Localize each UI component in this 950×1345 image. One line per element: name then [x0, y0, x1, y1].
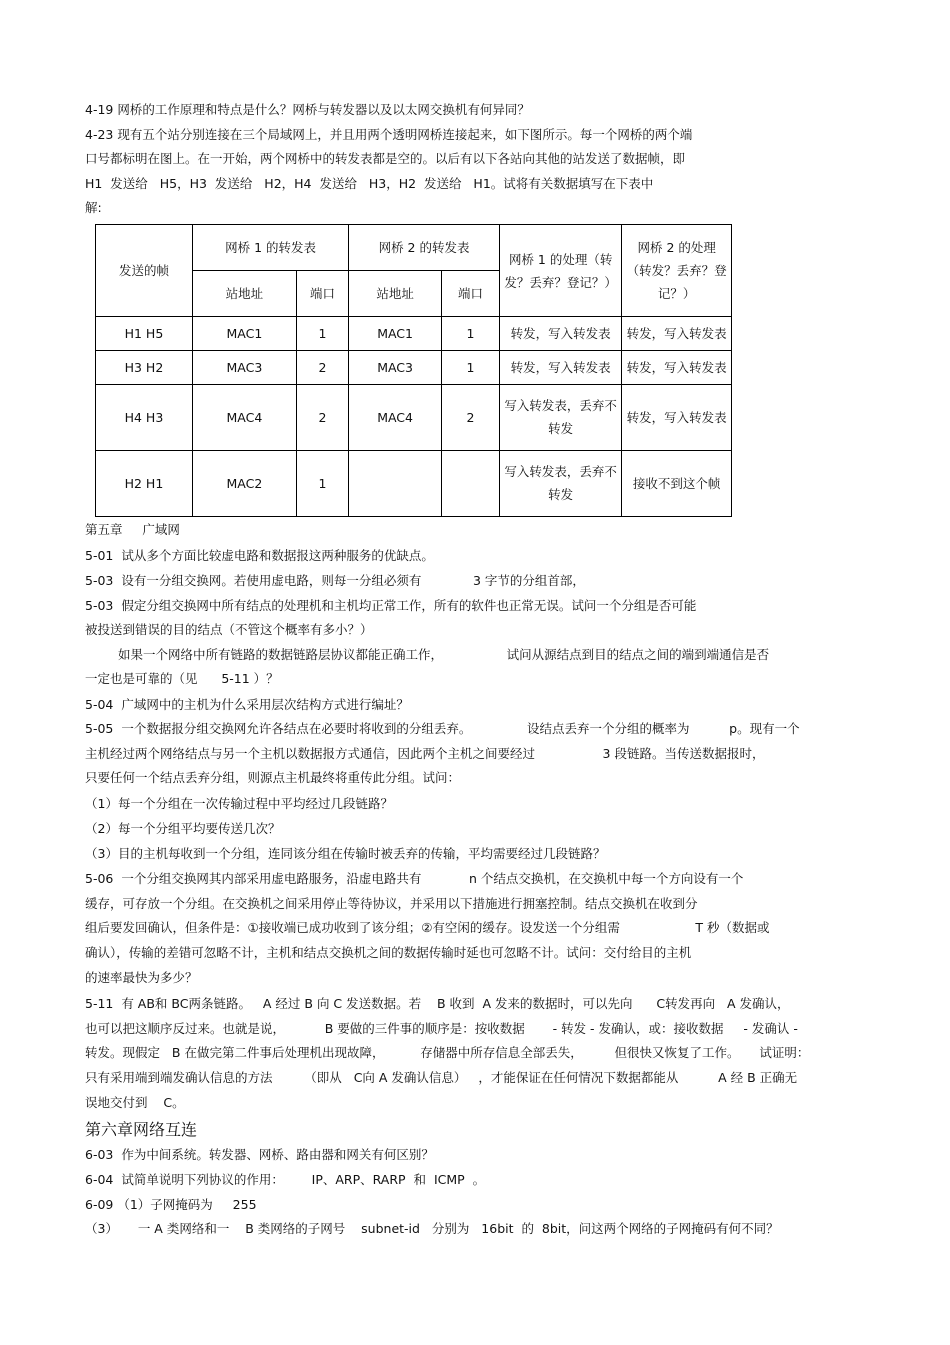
- ch5-line: 被投送到错误的目的结点（不管这个概率有多小？）: [85, 622, 373, 637]
- cell-proc1: 转发，写入转发表: [499, 317, 621, 351]
- ch5-line: 主机经过两个网络结点与另一个主机以数据报方式通信，因此两个主机之间要经过 3 段链路。当传送数据报时，: [85, 746, 765, 761]
- ch5-line: 也可以把这顺序反过来。也就是说， B 要做的三件事的顺序是：按收数据 - 转发 - 发确认，或：接收数据 - 发确认 -: [85, 1021, 798, 1036]
- intro-line: 口号都标明在图上。在一开始，两个网桥中的转发表都是空的。以后有以下各站向其他的站发送了数据帧，即: [85, 151, 686, 166]
- cell-addr2: MAC4: [349, 384, 442, 450]
- ch5-line: 只要任何一个结点丢弃分组，则源点主机最终将重传此分组。试问：: [85, 770, 461, 785]
- cell-proc1: 写入转发表，丢弃不转发: [499, 384, 621, 450]
- ch5-line: （1）每一个分组在一次传输过程中平均经过几段链路？: [85, 796, 393, 811]
- header-port1: 端口: [296, 271, 348, 317]
- ch5-line: 误地交付到 C。: [85, 1095, 185, 1110]
- ch5-line: 的速率最快为多少？: [85, 970, 198, 985]
- header-addr2: 站地址: [349, 271, 442, 317]
- ch5-line: 5-06 一个分组交换网其内部采用虚电路服务，沿虚电路共有 n 个结点交换机，在交换机中每一个方向设有一个: [85, 871, 744, 886]
- ch5-line: 5-05 一个数据报分组交换网允许各结点在必要时将收到的分组丢弃。 设结点丢弃一个分组的概率为 p。现有一个: [85, 721, 800, 736]
- cell-port1: 2: [296, 384, 348, 450]
- table-row: [96, 450, 732, 516]
- ch6-line: 6-04 试简单说明下列协议的作用： IP、ARP、RARP 和 ICMP 。: [85, 1172, 486, 1187]
- table-row: [96, 317, 732, 351]
- cell-addr1: MAC1: [192, 317, 296, 351]
- intro-line: H1 发送给 H5，H3 发送给 H2，H4 发送给 H3，H2 发送给 H1。试将有关数据填写在下表中: [85, 176, 654, 191]
- intro-line: 解:: [85, 200, 102, 215]
- cell-proc2: 转发，写入转发表: [622, 384, 732, 450]
- cell-port1: 1: [296, 317, 348, 351]
- cell-proc1: 写入转发表，丢弃不转发: [499, 450, 621, 516]
- cell-addr2: [349, 450, 442, 516]
- ch5-line: 5-03 假定分组交换网中所有结点的处理机和主机均正常工作，所有的软件也正常无误。试问一个分组是否可能: [85, 598, 697, 613]
- ch5-line: 确认），传输的差错可忽略不计，主机和结点交换机之间的数据传输时延也可忽略不计。试问：交付给目的主机: [85, 945, 692, 960]
- header-bridge1: 网桥 1 的转发表: [192, 225, 348, 271]
- intro-line: 4-19 网桥的工作原理和特点是什么？网桥与转发器以及以太网交换机有何异同？: [85, 102, 530, 117]
- header-proc1: 网桥 1 的处理（转发？丢弃？登记？）: [499, 225, 621, 317]
- table-row: [96, 384, 732, 450]
- header-bridge2: 网桥 2 的转发表: [349, 225, 500, 271]
- header-addr1: 站地址: [192, 271, 296, 317]
- ch5-line: 一定也是可靠的（见 5-11 ）？: [85, 671, 279, 686]
- cell-addr1: MAC3: [192, 350, 296, 384]
- ch6-line: （3） 一 A 类网络和一 B 类网络的子网号 subnet-id 分别为 16bit 的 8bit，问这两个网络的子网掩码有何不同？: [85, 1221, 779, 1236]
- header-port2: 端口: [442, 271, 500, 317]
- ch5-line: （2）每一个分组平均要传送几次？: [85, 821, 281, 836]
- cell-proc2: 接收不到这个帧: [622, 450, 732, 516]
- ch5-line: 组后要发回确认，但条件是：①接收端已成功收到了该分组；②有空闲的缓存。设发送一个分组需 T 秒（数据或: [85, 920, 770, 935]
- ch5-line: 如果一个网络中所有链路的数据链路层协议都能正确工作， 试问从源结点到目的结点之间的端到端通信是否: [118, 647, 770, 662]
- cell-addr2: MAC1: [349, 317, 442, 351]
- ch5-line: 5-03 设有一分组交换网。若使用虚电路，则每一分组必须有 3 字节的分组首部，: [85, 573, 585, 588]
- cell-port2: 1: [442, 350, 500, 384]
- ch6-line: 6-03 作为中间系统。转发器、网桥、路由器和网关有何区别？: [85, 1147, 434, 1162]
- cell-proc2: 转发，写入转发表: [622, 350, 732, 384]
- cell-frame: H1 H5: [96, 317, 193, 351]
- ch5-line: 转发。现假定 B 在做完第二件事后处理机出现故障， 存储器中所存信息全部丢失， 但很快又恢复了工作。 试证明：: [85, 1045, 810, 1060]
- cell-proc1: 转发，写入转发表: [499, 350, 621, 384]
- ch5-line: 缓存，可存放一个分组。在交换机之间采用停止等待协议，并采用以下措施进行拥塞控制。结点交换机在收到分: [85, 896, 698, 911]
- cell-frame: H4 H3: [96, 384, 193, 450]
- cell-addr1: MAC2: [192, 450, 296, 516]
- cell-frame: H3 H2: [96, 350, 193, 384]
- cell-port2: 2: [442, 384, 500, 450]
- cell-port1: 1: [296, 450, 348, 516]
- cell-frame: H2 H1: [96, 450, 193, 516]
- cell-port1: 2: [296, 350, 348, 384]
- chapter5-title: 第五章 广域网: [85, 522, 180, 537]
- chapter6-title: 第六章网络互连: [85, 1120, 198, 1139]
- ch5-line: 5-01 试从多个方面比较虚电路和数据报这两种服务的优缺点。: [85, 548, 434, 563]
- cell-proc2: 转发，写入转发表: [622, 317, 732, 351]
- cell-port2: 1: [442, 317, 500, 351]
- header-frame: 发送的帧: [96, 225, 193, 317]
- header-proc2: 网桥 2 的处理（转发？丢弃？登记？）: [622, 225, 732, 317]
- ch5-line: 5-04 广域网中的主机为什么采用层次结构方式进行编址？: [85, 697, 409, 712]
- ch5-line: 只有采用端到端发确认信息的方法 （即从 C向 A 发确认信息） ，才能保证在任何情况下数据都能从 A 经 B 正确无: [85, 1070, 798, 1085]
- cell-addr2: MAC3: [349, 350, 442, 384]
- ch6-line: 6-09 （1）子网掩码为 255: [85, 1197, 257, 1212]
- forwarding-table: [95, 224, 732, 517]
- cell-addr1: MAC4: [192, 384, 296, 450]
- table-row: [96, 350, 732, 384]
- intro-line: 4-23 现有五个站分别连接在三个局域网上，并且用两个透明网桥连接起来，如下图所示。每一个网桥的两个端: [85, 127, 693, 142]
- ch5-line: 5-11 有 AB和 BC两条链路。 A 经过 B 向 C 发送数据。若 B 收到 A 发来的数据时，可以先向 C转发再向 A 发确认，: [85, 996, 790, 1011]
- ch5-line: （3）目的主机每收到一个分组，连同该分组在传输时被丢弃的传输，平均需要经过几段链路？: [85, 846, 606, 861]
- cell-port2: [442, 450, 500, 516]
